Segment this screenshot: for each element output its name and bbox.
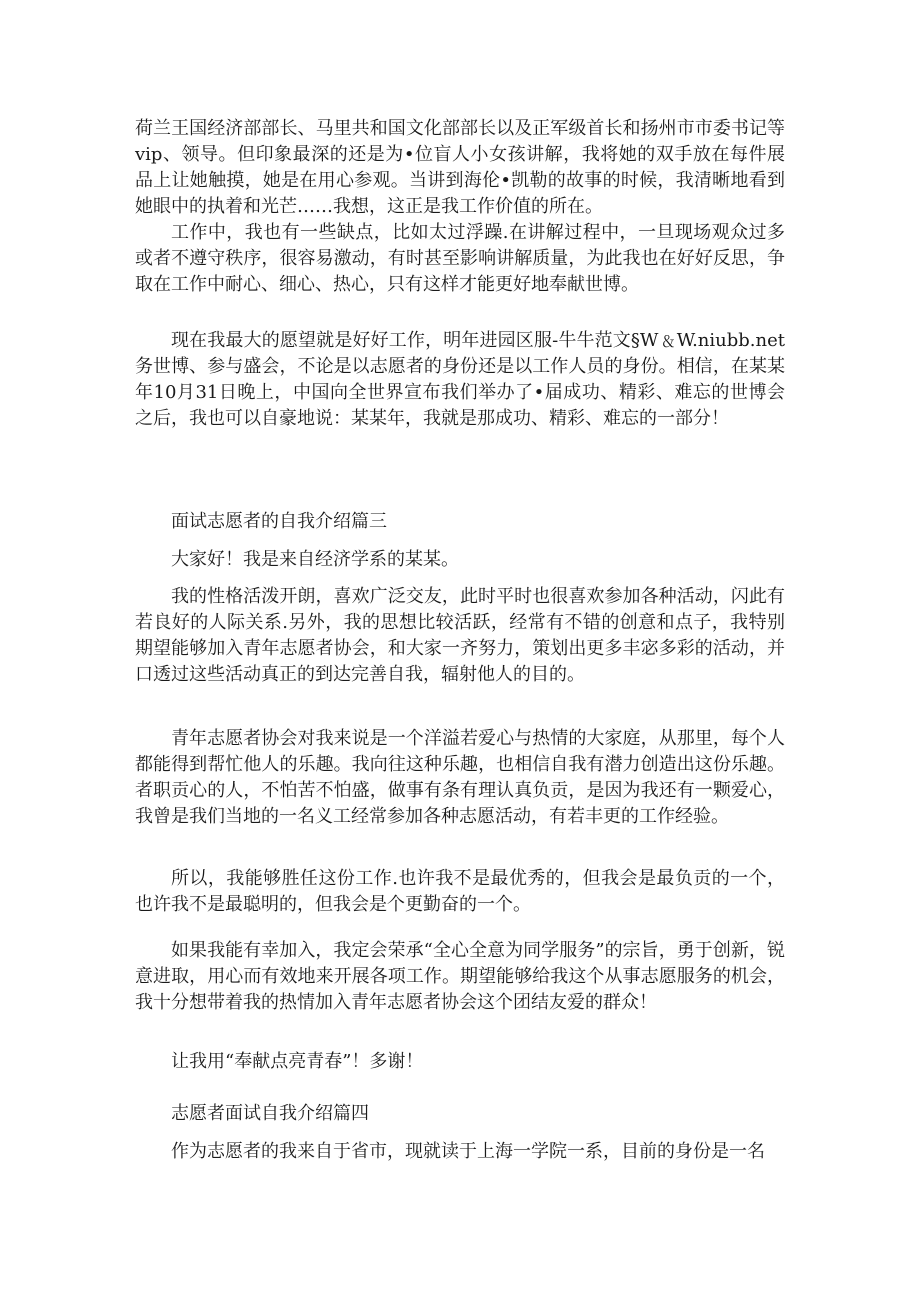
- paragraph-personality: 我的性格活泼开朗，喜欢广泛交友，此时平时也很喜欢参加各种活动，闪此有若良好的人际关系.另外，我的思想比较活跃，经常有不错的创意和点子，我特别期望能够加入青年志愿者协会，和大家一齐努力，策划出更多丰宓多彩的活动，并口透过这些活动真正的到达完善自我，辐射他人的目的。: [135, 586, 785, 685]
- paragraph-intro-four: 作为志愿者的我来自于省市，现就读于上海一学院一系，目前的身份是一名: [171, 1141, 765, 1162]
- section-heading-part-four: 志愿者面试自我介绍篇四: [171, 1103, 369, 1124]
- paragraph-association: 青年志愿者协会对我来说是一个洋溢若爱心与热情的大家庭，从那里，每个人都能得到帮忙他人的乐趣。我向往这种乐趣，也相信自我有潜力创造出这份乐趣。者职贡心的人，不怕苦不怕盛，做事有条有理认真负贡，是因为我还有一颗爱心，我曾是我们当地的一名义工经常参加各种志愿活动，有若丰更的工作经验。: [135, 728, 785, 827]
- paragraph-wish: 现在我最大的愿望就是好好工作，明年进园区服-牛牛范文§W﹠W.niubb.net务世博、参与盛会，不论是以志愿者的身份还是以工作人员的身份。相信，在某某年10月31日晚上，中国向全世界宣布我们举办了•届成功、精彩、难忘的世博会之后，我也可以自豪地说：某某年，我就是那成功、精彩、难忘的一部分！: [135, 330, 785, 429]
- paragraph-shortcomings: 工作中，我也有一些缺点，比如太过浮躁.在讲解过程中，一旦现场观众过多或者不遵守秩序，很容易激动，有时甚至影响讲解质量，为此我也在好好反思，争取在工作中耐心、细心、热心，只有这样才能更好地奉献世博。: [135, 222, 785, 295]
- paragraph-closing: 让我用“奉献点亮青春”！多谢！: [171, 1051, 424, 1072]
- paragraph-greeting: 大家好！我是来自经济学系的某某。: [171, 549, 459, 570]
- paragraph-capability: 所以，我能够胜任这份工作.也许我不是最优秀的，但我会是最负贡的一个，也许我不是最聪明的，但我会是个更勤奋的一个。: [135, 868, 785, 915]
- paragraph-continuation: 荷兰王国经济部部长、马里共和国文化部部长以及正军级首长和扬州市市委书记等vip、领导。但印象最深的还是为•位盲人小女孩讲解，我将她的双手放在每件展品上让她触摸，她是在用心参观。当讲到海伦•凯勒的故事的时候，我清晰地看到她眼中的执着和光芒……我想，这正是我工作价值的所在。: [135, 118, 785, 217]
- section-heading-part-three: 面试志愿者的自我介绍篇三: [171, 511, 387, 532]
- paragraph-commitment: 如果我能有幸加入，我定会荣承“全心全意为同学服务”的宗旨，勇于创新，锐意进取，用心而有效地来开展各项工作。期望能够给我这个从事志愿服务的机会，我十分想带着我的热情加入青年志愿者协会这个团结友爱的群众！: [135, 940, 785, 1013]
